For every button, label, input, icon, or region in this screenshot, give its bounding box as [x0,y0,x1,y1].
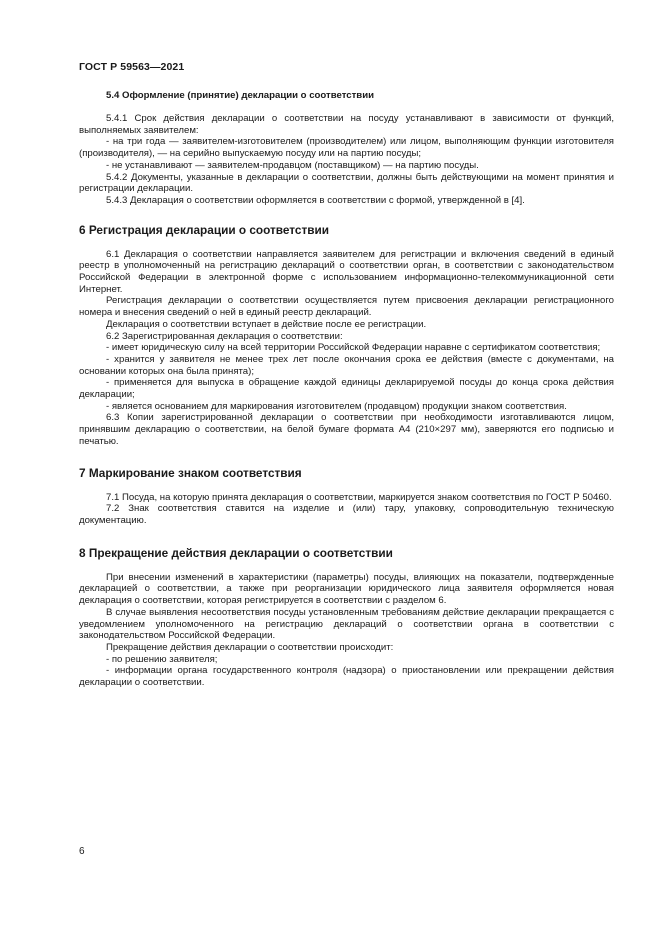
section-6-title: 6 Регистрация декларации о соответствии [79,222,330,237]
paragraph: 7.1 Посуда, на которую принята декларация о соответствии, маркируется знаком соответствия по ГОСТ Р 50460. [106,491,612,503]
section-7 [79,466,614,527]
paragraph: 5.4.2 Документы, указанные в декларации о соответствии, должны быть действующими на момент принятия и регистрации декларации. [79,171,614,195]
paragraph: 6.1 Декларация о соответствии направляется заявителем для регистрации и включения сведений в единый реестр в уполномоченный на регистрацию деклараций о соответствии орган, в соответствии с законодательством Российской Федерации в электронной форме с использованием информационно-телекоммуникационной сети Интернет. [79,248,614,295]
section-7-title: 7 Маркирование знаком соответствия [79,465,302,480]
paragraph: 7.2 Знак соответствия ставится на изделие и (или) тару, упаковку, сопроводительную техническую документацию. [79,503,614,526]
list-item: - не устанавливают — заявителем-продавцом (поставщиком) — на партию посуды. [106,159,479,171]
list-item: - является основанием для маркирования изготовителем (продавцом) продукции знаком соответствия. [106,400,567,412]
list-item: - имеет юридическую силу на всей территории Российской Федерации наравне с сертификатом соответствия; [106,342,601,354]
list-item: - хранится у заявителя не менее трех лет после окончания срока ее действия (вместе с документами, на основании которых она была принята); [79,353,614,377]
document-body [79,90,614,689]
list-item: - применяется для выпуска в обращение каждой единицы декларируемой посуды до конца срока действия декларации; [79,377,614,401]
section-6 [79,223,614,448]
paragraph: В случае выявления несоответствия посуды установленным требованиям действие декларации прекращается с уведомлением уполномоченного на регистрацию деклараций о соответствии органа в соответствии с законодательством Российской Федерации. [79,606,614,642]
list-item: - на три года — заявителем-изготовителем (производителем) или лицом, выполняющим функции изготовителя (производителя), — на серийно выпускаемую посуду или на партию посуды; [79,136,614,160]
section-5-4-title: 5.4 Оформление (принятие) декларации о соответствии [106,90,375,101]
list-item: - информации органа государственного контроля (надзора) о приостановлении или прекращении действия декларации о соответствии. [79,665,614,689]
paragraph: 5.4.3 Декларация о соответствии оформляется в соответствии с формой, утвержденной в [4]. [106,194,525,206]
paragraph: 6.2 Зарегистрированная декларация о соответствии: [106,330,343,342]
paragraph: Прекращение действия декларации о соответствии происходит: [106,641,394,653]
section-8 [79,546,614,689]
standard-header: ГОСТ Р 59563—2021 [79,61,185,73]
page-number: 6 [79,846,85,857]
paragraph: Регистрация декларации о соответствии осуществляется путем присвоения декларации регистрационного номера и внесения сведений о ней в единый реестр деклараций. [79,295,614,319]
section-8-title: 8 Прекращение действия декларации о соответствии [79,545,393,560]
list-item: - по решению заявителя; [106,653,218,665]
section-5-4 [79,90,614,207]
paragraph: 6.3 Копии зарегистрированной декларации о соответствии при необходимости изготавливаются лицом, принявшим декларацию о соответствии, на белой бумаге формата А4 (210×297 мм), заверяются его подписью и печатью. [79,412,614,447]
paragraph: Декларация о соответствии вступает в действие после ее регистрации. [106,318,427,330]
paragraph: При внесении изменений в характеристики (параметры) посуды, влияющих на показатели, подтвержденные декларацией о соответствии, а также при реорганизации юридического лица заявителя оформляется новая декларация о соответствии, которая регистрируется в соответствии с разделом 6. [79,571,614,607]
paragraph: 5.4.1 Срок действия декларации о соответствии на посуду устанавливают в зависимости от функций, выполняемых заявителем: [79,113,614,136]
